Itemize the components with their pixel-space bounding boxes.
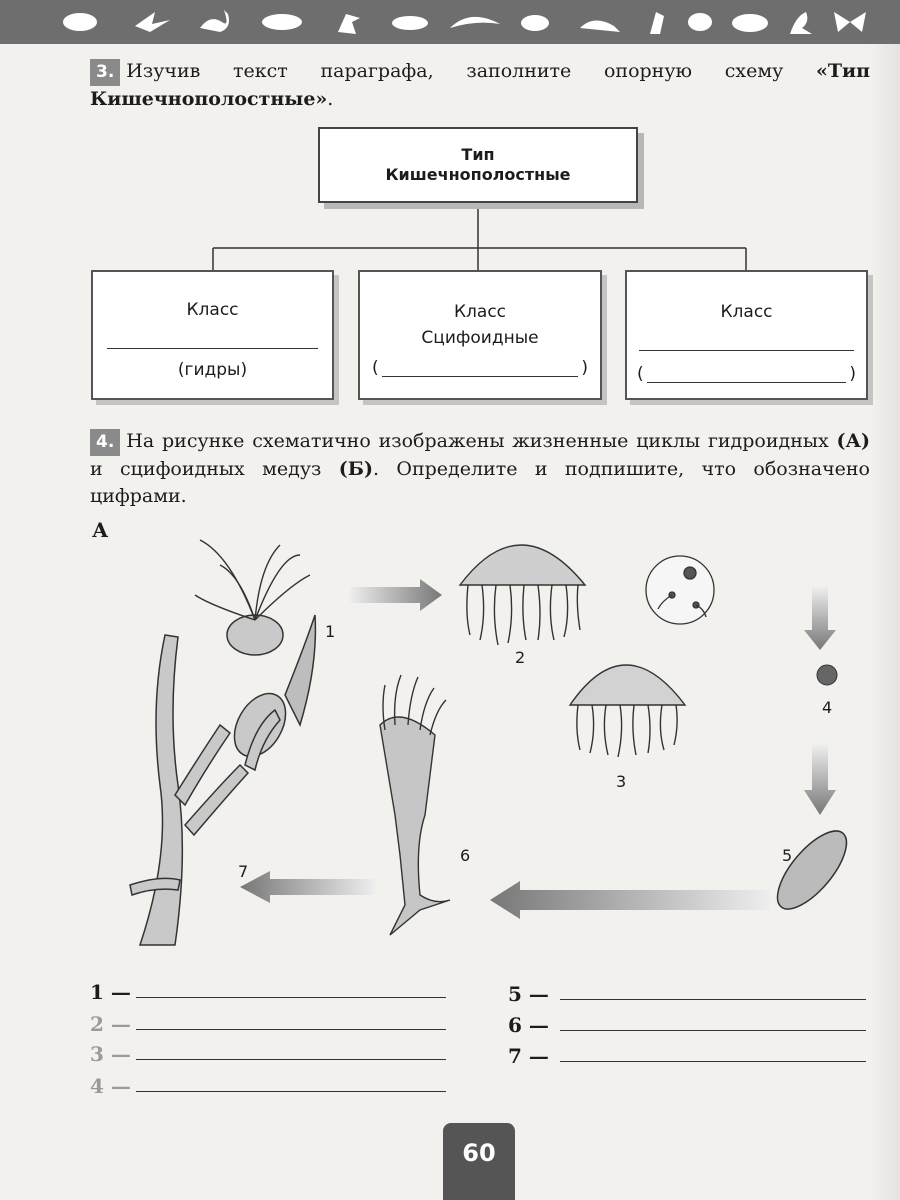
class-name-blank[interactable] [639, 350, 854, 351]
boar-icon [63, 13, 97, 31]
class-title: Класс [453, 302, 507, 322]
header-band [0, 0, 900, 44]
bird-icon [135, 12, 170, 32]
page-number-tab [443, 1123, 515, 1200]
fly-icon [688, 13, 712, 31]
class-name-blank[interactable] [107, 348, 318, 349]
fig-number-6: 6 [460, 846, 471, 865]
hydromedusa-small [570, 665, 685, 757]
young-polyp [380, 675, 450, 935]
deer-icon [521, 15, 549, 31]
class-box-scyphozoa [358, 270, 602, 400]
paren-close: ) [849, 364, 856, 384]
paren-open: ( [637, 364, 644, 384]
class-paren-blank[interactable] [382, 376, 578, 377]
task4-text: 4. На рисунке схематично изображены жизненные циклы гидроидных (А) и сцифоидных медуз (Б). Определите и подпишите, что обозначено цифрами. [90, 430, 870, 507]
class-name: Сцифоидные [421, 328, 539, 348]
bull-icon [732, 14, 768, 32]
gametes [646, 556, 714, 624]
hydroid-polyp-colony [130, 615, 315, 945]
answer-4-line[interactable] [136, 1091, 446, 1092]
class-title: Класс [186, 300, 239, 320]
answer-3-line[interactable] [136, 1059, 446, 1060]
arrow-right [350, 579, 442, 611]
arrow-down-1 [804, 587, 836, 650]
class-paren-blank[interactable] [647, 382, 846, 383]
fig-number-5: 5 [782, 846, 793, 865]
paren-close: ) [581, 358, 588, 378]
fig-number-1: 1 [325, 622, 336, 641]
heron-icon [650, 12, 664, 34]
arrow-left-short [240, 871, 375, 903]
answer-7: 7 — [508, 1044, 549, 1068]
fig-number-2: 2 [515, 648, 526, 667]
fish-icon [392, 16, 428, 30]
answer-2: 2 — [90, 1012, 131, 1036]
fig-number-7: 7 [238, 862, 249, 881]
seal-icon [580, 20, 620, 32]
paren-open: ( [372, 358, 379, 378]
planula-larva [766, 820, 858, 919]
class-box-hydrozoa [91, 270, 334, 400]
figure-label-a: А [92, 518, 109, 542]
animal-silhouettes [60, 6, 870, 38]
answer-4: 4 — [90, 1074, 131, 1098]
butterfly-icon [834, 12, 866, 32]
answer-1-line[interactable] [136, 997, 446, 998]
life-cycle-figure [90, 525, 890, 955]
horse-icon [262, 14, 302, 30]
class-title: Класс [720, 302, 773, 322]
answer-5: 5 — [508, 982, 549, 1006]
scorpion-icon [200, 10, 229, 32]
arrow-down-2 [804, 745, 836, 815]
answer-1: 1 — [90, 980, 131, 1004]
arrow-left-long [490, 881, 770, 919]
task3-number: 3. [90, 59, 120, 86]
scheme-root-box [318, 127, 638, 203]
answer-2-line[interactable] [136, 1029, 446, 1030]
class-box-third [625, 270, 868, 400]
hydromedusa-large [460, 545, 585, 645]
answer-3: 3 — [90, 1042, 131, 1066]
kangaroo-icon [790, 12, 812, 34]
class-paren-text: (гидры) [177, 360, 248, 380]
answer-5-line[interactable] [560, 999, 866, 1000]
zygote [817, 665, 837, 685]
task3-text: 3. Изучив текст параграфа, заполните опорную схему «Тип Кишечнополостные». [90, 60, 870, 110]
stork-icon [338, 14, 360, 34]
answer-6-line[interactable] [560, 1030, 866, 1031]
hydroid-tentacles [195, 540, 310, 620]
root-label-line2: Кишечнополостные [385, 165, 571, 184]
page-number: 60 [462, 1139, 496, 1167]
task4-number: 4. [90, 429, 120, 456]
answer-7-line[interactable] [560, 1061, 866, 1062]
answer-6: 6 — [508, 1013, 549, 1037]
fig-number-4: 4 [822, 698, 833, 717]
fig-number-3: 3 [616, 772, 627, 791]
dolphin-icon [450, 17, 500, 28]
root-label-line1: Тип [461, 145, 495, 164]
